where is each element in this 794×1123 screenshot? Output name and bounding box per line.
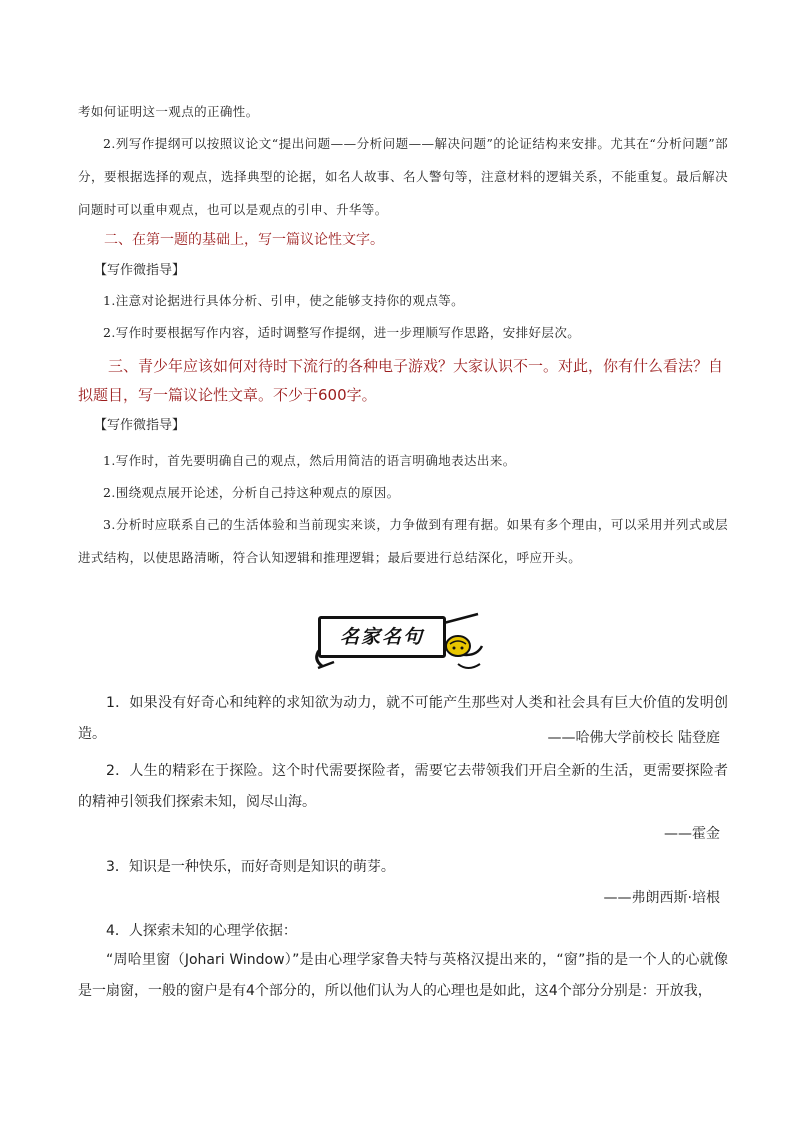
quote-2: 2．人生的精彩在于探险。这个时代需要探险者，需要它去带领我们开启全新的生活，更需要探险者的精神引领我们探索未知，阅尽山海。 bbox=[78, 763, 728, 810]
section3-heading: 三、青少年应该如何对待时下流行的各种电子游戏？大家认识不一。对此，你有什么看法？自拟题目，写一篇议论性文章。不少于600字。 bbox=[78, 357, 724, 404]
quote-1: 1．如果没有好奇心和纯粹的求知欲为动力，就不可能产生那些对人类和社会具有巨大价值的发明创造。 bbox=[78, 695, 728, 742]
section3-item-3: 3.分析时应联系自己的生活体验和当前现实来谈，力争做到有理有据。如果有多个理由，可以采用并列式或层进式结构，以使思路清晰，符合认知逻辑和推理逻辑；最后要进行总结深化，呼应开头。 bbox=[78, 517, 728, 565]
banner-frame bbox=[318, 616, 446, 658]
quote-1-author: ——哈佛大学前校长 陆登庭 bbox=[547, 730, 720, 746]
quote-2-author: ——霍金 bbox=[664, 826, 720, 842]
paragraph-continuation: 考如何证明这一观点的正确性。 bbox=[78, 104, 259, 119]
section2-item-2: 2.写作时要根据写作内容，适时调整写作提纲，进一步理顺写作思路，安排好层次。 bbox=[103, 325, 581, 340]
johari-window-paragraph: “周哈里窗（Johari Window）”是由心理学家鲁夫特与英格汉提出来的，“窗”指的是一个人的心就像是一扇窗，一般的窗户是有4个部分的，所以他们认为人的心理也是如此，这4个部分分别是：开放我， bbox=[78, 952, 728, 999]
quote-3-author: ——弗朗西斯·培根 bbox=[603, 890, 720, 906]
section2-guide-label: 【写作微指导】 bbox=[94, 263, 186, 278]
banner-title: 名家名句 bbox=[339, 626, 424, 648]
section3-item-1: 1.写作时，首先要明确自己的观点，然后用简洁的语言明确地表达出来。 bbox=[103, 453, 516, 468]
section3-item-2: 2.围绕观点展开论述，分析自己持这种观点的原因。 bbox=[103, 485, 400, 500]
quote-4: 4．人探索未知的心理学依据： bbox=[106, 923, 297, 939]
section2-item-1: 1.注意对论据进行具体分析、引申，使之能够支持你的观点等。 bbox=[103, 293, 465, 308]
section3-guide-label: 【写作微指导】 bbox=[94, 418, 186, 433]
famous-quotes-banner bbox=[308, 606, 488, 676]
quote-3: 3．知识是一种快乐，而好奇则是知识的萌芽。 bbox=[106, 859, 395, 875]
paragraph-outline-tip: 2.列写作提纲可以按照议论文“提出问题——分析问题——解决问题”的论证结构来安排。尤其在“分析问题”部分，要根据选择的观点，选择典型的论据，如名人故事、名人警句等，注意材料的逻辑关系，不能重复。最后解决问题时可以重申观点，也可以是观点的引申、升华等。 bbox=[78, 136, 728, 217]
section2-heading: 二、在第一题的基础上，写一篇议论性文字。 bbox=[104, 232, 384, 248]
